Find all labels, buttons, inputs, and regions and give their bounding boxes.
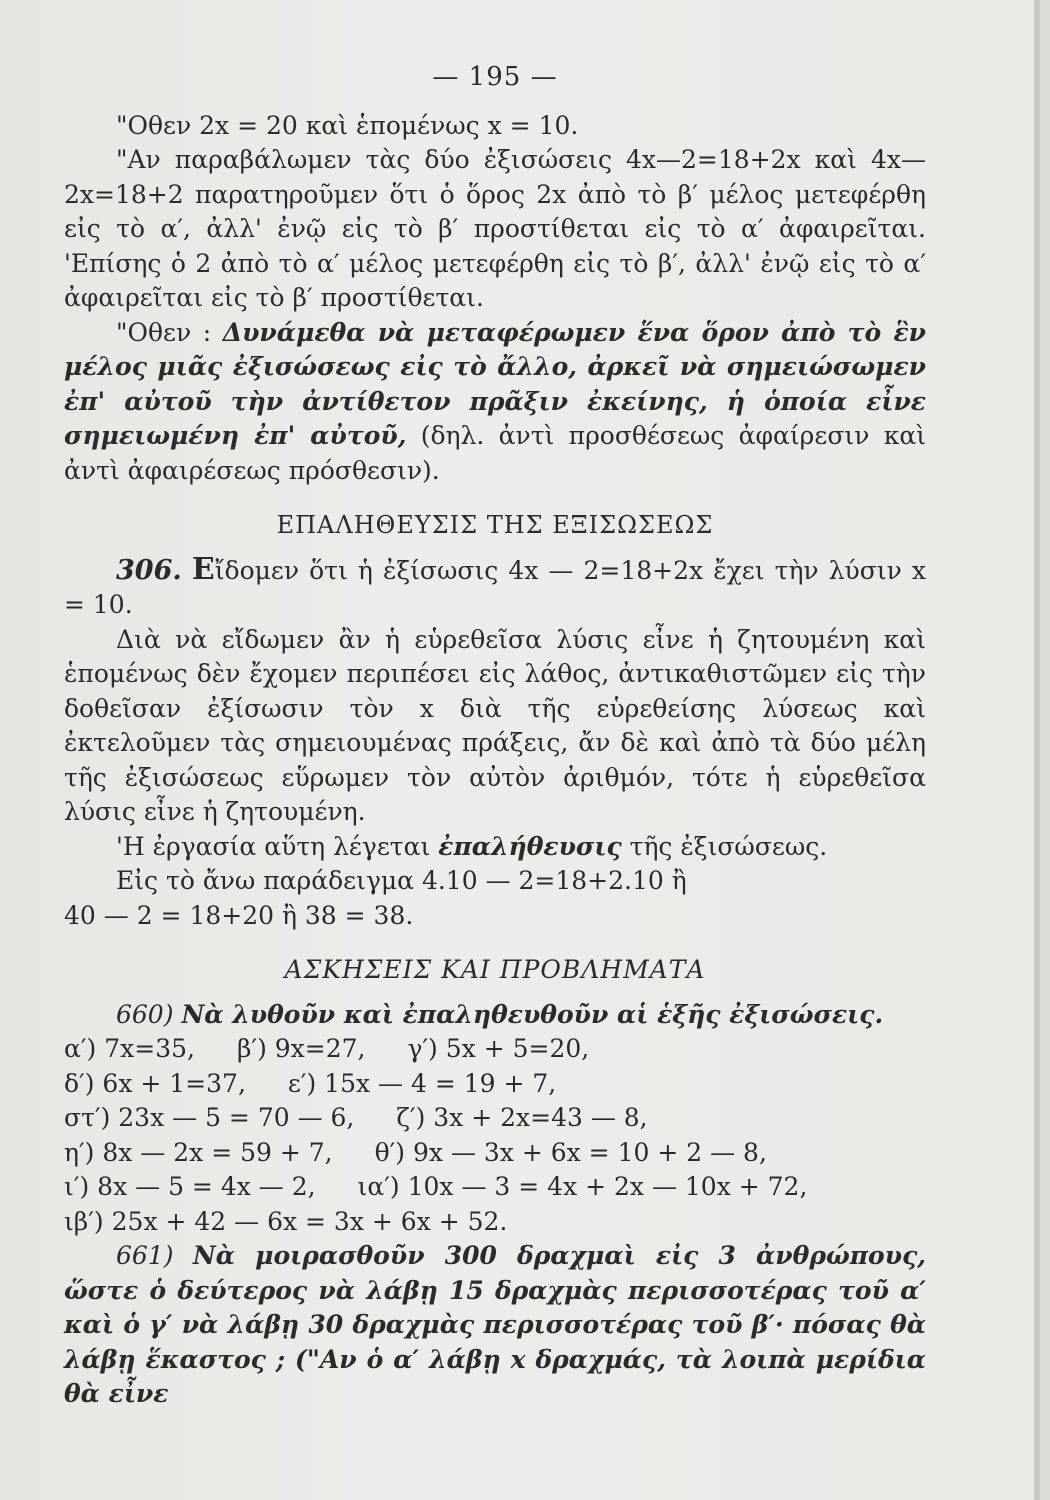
exercise-660 [64,998,926,1033]
equation: θ′) 9x — 3x + 6x = 10 + 2 — 8, [374,1137,767,1167]
page-number: — 195 — [432,62,558,92]
equation: ζ′) 3x + 2x=43 — 8, [396,1103,648,1132]
section-number: 306. [116,554,182,586]
definition-tail: τῆς ἐξισώσεως. [629,831,828,861]
heading-exercises: ΑΣΚΗΣΕΙΣ ΚΑΙ ΠΡΟΒΛΗΜΑΤΑ [284,955,706,984]
equation: α′) 7x=35, [64,1034,195,1063]
section-306 [64,553,926,623]
exercise-number: 661) [116,1241,174,1270]
equation: στ′) 23x — 5 = 70 — 6, [64,1103,355,1132]
drop-cap: Ε [191,551,215,587]
exercise-661 [64,1239,926,1412]
heading-verification: ΕΠΑΛΗΘΕΥΣΙΣ ΤΗΣ ΕΞΙΣΩΣΕΩΣ [276,511,714,539]
page-content [64,60,926,1412]
equation: γ′) 5x + 5=20, [407,1034,590,1063]
definition-lead: 'Η ἐργασία αὕτη λέγεται [116,831,431,861]
paragraph-rule [64,316,926,489]
paragraph-definition [64,830,926,865]
equation-row [64,1101,926,1136]
equation-row [64,1067,926,1102]
paragraph-example: Εἰς τὸ ἄνω παράδειγμα 4.10 — 2=18+2.10 ἢ [116,866,687,895]
definition-term: ἐπαλήθευσις [438,831,622,861]
equation: ι′) 8x — 5 = 4x — 2, [64,1172,316,1201]
exercise-661-text: Νὰ μοιρασθοῦν 300 δραχμαὶ εἰς 3 ἀνθρώπους, ὥστε ὁ δεύτερος νὰ λάβῃ 15 δραχμὰς περισσοτέρας τοῦ α′ καὶ ὁ γ′ νὰ λάβῃ 30 δραχμὰς περισσοτέρας τοῦ β′· πόσας θὰ λάβῃ ἕκαστος ; ("Αν ὁ α′ λάβῃ x δραχμάς, τὰ λοιπὰ μερίδια θὰ εἶνε [64,1241,926,1408]
section-306-text: ἴδομεν ὅτι ἡ ἐξίσωσις 4x — 2=18+2x ἔχει τὴν λύσιν x = 10. [64,555,926,619]
equation: ε′) 15x — 4 = 19 + 7, [287,1068,557,1098]
paragraph-comparison: "Αν παραβάλωμεν τὰς δύο ἐξισώσεις 4x—2=18+2x καὶ 4x—2x=18+2 παρατηροῦμεν ὅτι ὁ ὅρος 2x ἀπὸ τὸ β′ μέλος μετεφέρθη εἰς τὸ α′, ἀλλ' ἐνῷ εἰς τὸ β′ προστίθεται εἰς τὸ α′ ἀφαιρεῖται. 'Επίσης ὁ 2 ἀπὸ τὸ α′ μέλος μετεφέρθη εἰς τὸ β′, ἀλλ' ἐνῷ εἰς τὸ α′ ἀφαιρεῖται εἰς τὸ β′ προστίθεται. [64,145,926,312]
equation-row [64,1032,926,1067]
equation-row [64,1170,926,1205]
rule-bold-text: Δυνάμεθα νὰ μεταφέρωμεν ἕνα ὅρον ἀπὸ τὸ ἓν μέλος μιᾶς ἐξισώσεως εἰς τὸ ἄλλο, ἀρκεῖ νὰ σημειώσωμεν ἐπ' αὐτοῦ τὴν ἀντίθετον πρᾶξιν ἐκείνης, ἡ ὁποία εἶνε σημειωμένη ἐπ' αὐτοῦ, [64,317,926,450]
paragraph-verification-method: Διὰ νὰ εἴδωμεν ἂν ἡ εὑρεθεῖσα λύσις εἶνε ἡ ζητουμένη καὶ ἑπομένως δὲν ἔχομεν περιπέσει εἰς λάθος, ἀντικαθιστῶμεν εἰς τὴν δοθεῖσαν ἐξίσωσιν τὸν x διὰ τῆς εὑρεθείσης λύσεως καὶ ἐκτελοῦμεν τὰς σημειουμένας πράξεις, ἄν δὲ καὶ ἀπὸ τὰ δύο μέλη τῆς ἐξισώσεως εὕρωμεν τὸν αὐτὸν ἀριθμόν, τότε ἡ εὑρεθεῖσα λύσις εἶνε ἡ ζητουμένη. [64,624,926,826]
paragraph-example-result: 40 — 2 = 18+20 ἢ 38 = 38. [64,900,414,930]
equation: δ′) 6x + 1=37, [64,1068,246,1098]
rule-lead: "Οθεν : [116,317,212,347]
equation-list [64,1032,926,1239]
equation-row [64,1136,926,1171]
paragraph-result: "Οθεν 2x = 20 καὶ ἑπομένως x = 10. [116,110,579,140]
equation: β′) 9x=27, [236,1034,366,1063]
equation-row [64,1205,926,1240]
equation: ιβ′) 25x + 42 — 6x = 3x + 6x + 52. [64,1206,508,1236]
rule-tail: (δηλ. ἀντὶ προσθέσεως ἀφαίρεσιν καὶ ἀντὶ ἀφαιρέσεως πρόσθεσιν). [64,421,927,485]
equation: ια′) 10x — 3 = 4x + 2x — 10x + 72, [357,1172,808,1201]
exercise-660-text: Νὰ λυθοῦν καὶ ἐπαληθευθοῦν αἱ ἑξῆς ἐξισώσεις. [181,999,884,1029]
equation: η′) 8x — 2x = 59 + 7, [64,1137,333,1167]
exercise-number: 660) [116,999,174,1029]
